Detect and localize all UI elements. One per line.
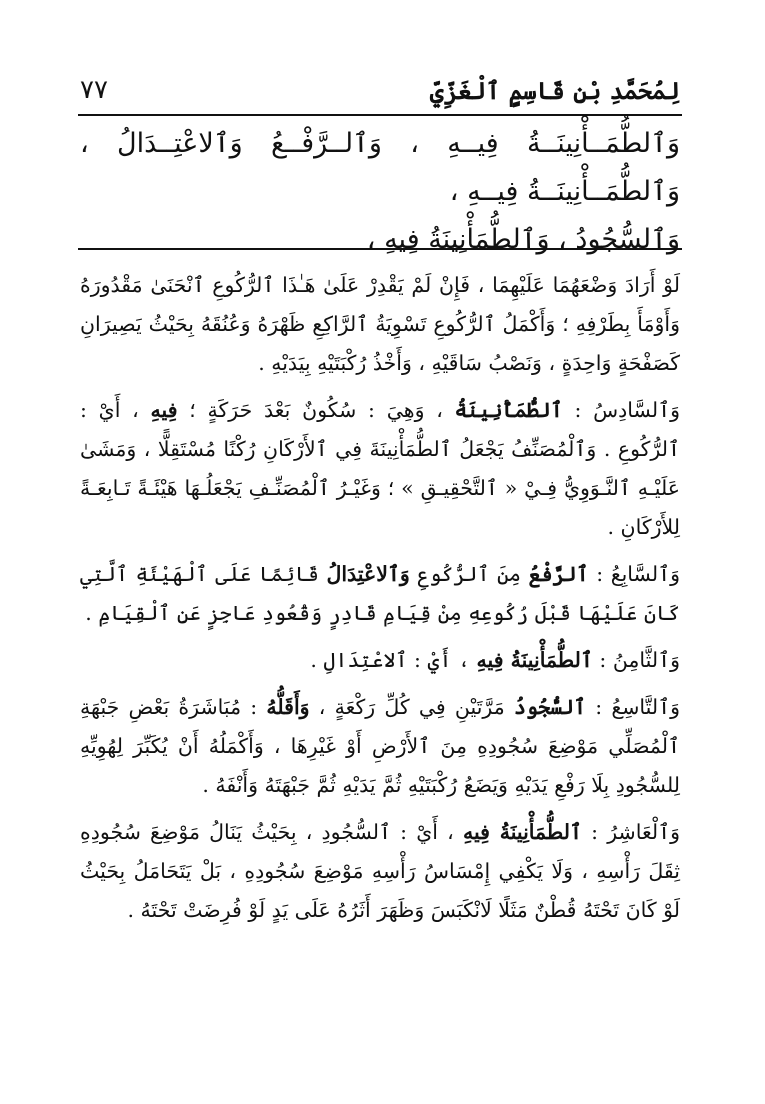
paragraph-text: ، أَيْ : ٱلاعْتِدَالِ . bbox=[310, 648, 477, 672]
keyword: وَٱلاعْتِدَالُ bbox=[326, 562, 410, 586]
keyword: ٱلرَّفْعُ bbox=[528, 562, 589, 586]
matn-text bbox=[80, 120, 680, 264]
paragraph-prefix: وَٱلثَّامِنُ : bbox=[592, 648, 680, 672]
keyword: ٱلطُّمَأْنِينَةُ فِيهِ bbox=[476, 648, 593, 672]
paragraph-text: ، أَيْ : ٱلسُّجُودِ ، بِحَيْثُ يَنَالُ مَوْضِعَ سُجُودِهِ ثِقَلَ رَأْسِهِ ، وَلَا يَكْفِي إِمْسَاسُ رَأْسِهِ مَوْضِعَ سُجُودِهِ ، بَلْ يَتَحَامَلُ بِحَيْثُ لَوْ كَانَ تَحْتَهُ قُطْنٌ مَثَلًا لَانْكَبَسَ وَظَهَرَ أَثَرُهُ عَلَى يَدٍ لَوْ فُرِضَتْ تَحْتَهُ . bbox=[80, 820, 680, 922]
section-divider bbox=[78, 248, 682, 250]
keyword: وَأَقَلُّهُ bbox=[266, 695, 310, 719]
paragraph-text: ، أَيْ : ٱلرُّكُوعِ . وَٱلْمُصَنِّفُ يَجْعَلُ ٱلطُّمَأْنِينَةَ فِي ٱلأَرْكَانِ رُكْنًا مُسْتَقِلًّا ، وَمَشَىٰ عَلَيْـهِ ٱلنَّـوَوِيُّ فِـيْ « ٱلتَّحْقِيـقِ » ؛ وَغَيْـرُ ٱلْمُصَنِّـفِ يَجْعَلُـهَا هَيْئَـةً تَـابِعَـةً لِلأَرْكَانِ . bbox=[80, 398, 680, 539]
keyword: فِيهِ bbox=[150, 398, 178, 422]
paragraph bbox=[80, 641, 680, 680]
paragraph bbox=[80, 555, 680, 633]
page-header bbox=[80, 70, 680, 110]
matn-line: وَٱلسُّجُودُ ، وَٱلطُّمَأْنِينَةُ فِيهِ ، bbox=[366, 224, 680, 255]
page-number: ٧٧ bbox=[80, 75, 108, 105]
paragraph bbox=[80, 391, 680, 547]
keyword: ٱلسُّجُودُ bbox=[513, 695, 587, 719]
keyword: ٱلطُّمَأْنِينَةُ bbox=[454, 398, 563, 422]
paragraph: لَوْ أَرَادَ وَضْعَهُمَا عَلَيْهِمَا ، فَإِنْ لَمْ يَقْدِرْ عَلَىٰ هَـٰذَا ٱلرُّكُوعِ ٱنْحَنَىٰ مَقْدُورَهُ وَأَوْمَأَ بِطَرْفِهِ ؛ وَأَكْمَلُ ٱلرُّكُوعِ تَسْوِيَةُ ٱلرَّاكِعِ ظَهْرَهُ وَعُنُقَهُ بِحَيْثُ يَصِيرَانِ كَصَفْحَةٍ وَاحِدَةٍ ، وَنَصْبُ سَاقَيْهِ ، وَأَخْذُ رُكْبَتَيْهِ بِيَدَيْهِ . bbox=[80, 273, 680, 375]
paragraph-text: مِنَ ٱلرُّكُوعِ bbox=[409, 562, 529, 586]
paragraph-text: ، وَهِيَ : سُكُونٌ بَعْدَ حَرَكَةٍ ؛ bbox=[177, 398, 455, 422]
paragraph-prefix: وَٱلسَّابِعُ : bbox=[588, 562, 681, 586]
matn-line: وَٱلطُّمَــأْنِينَــةُ فِيــهِ ، وَٱلــرَّفْــعُ وَٱلاعْتِــدَالُ ، وَٱلطُّمَــأْنِينَــةُ فِيــهِ ، bbox=[80, 128, 680, 207]
header-rule bbox=[78, 114, 682, 116]
paragraph bbox=[80, 688, 680, 805]
running-title: لِمُحَمَّدِ بْنِ قَاسِمٍ ٱلْغَزِّيِّ bbox=[429, 75, 680, 105]
paragraph-text: قَائِمًا عَلَى ٱلْهَيْئَةِ ٱلَّتِي كَانَ عَلَيْهَا قَبْلَ رُكُوعِهِ مِنْ قِيَامِ قَادِرٍ وَقُعُودِ عَاجِزٍ عَنِ ٱلْقِيَامِ . bbox=[80, 562, 680, 625]
paragraph-prefix: وَٱلتَّاسِعُ : bbox=[586, 695, 681, 719]
paragraph bbox=[80, 813, 680, 930]
keyword: ٱلطُّمَأْنِينَةُ فِيهِ bbox=[462, 820, 582, 844]
paragraph-prefix: وَٱلسَّادِسُ : bbox=[562, 398, 680, 422]
paragraph-text: : مُبَاشَرَةُ بَعْضِ جَبْهَةِ ٱلْمُصَلِّي مَوْضِعَ سُجُودِهِ مِنَ ٱلأَرْضِ أَوْ غَيْرِهَا ، وَأَكْمَلُهُ أَنْ يُكَبِّرَ لِهُوِيِّهِ لِلسُّجُودِ بِلَا رَفْعِ يَدَيْهِ وَيَضَعُ رُكْبَتَيْهِ ثُمَّ يَدَيْهِ ثُمَّ جَبْهَتَهُ وَأَنْفَهُ . bbox=[80, 695, 680, 797]
paragraph-prefix: وَٱلْعَاشِرُ : bbox=[581, 820, 680, 844]
commentary-text bbox=[80, 266, 680, 938]
paragraph-text: مَرَّتَيْنِ فِي كُلِّ رَكْعَةٍ ، bbox=[309, 695, 514, 719]
